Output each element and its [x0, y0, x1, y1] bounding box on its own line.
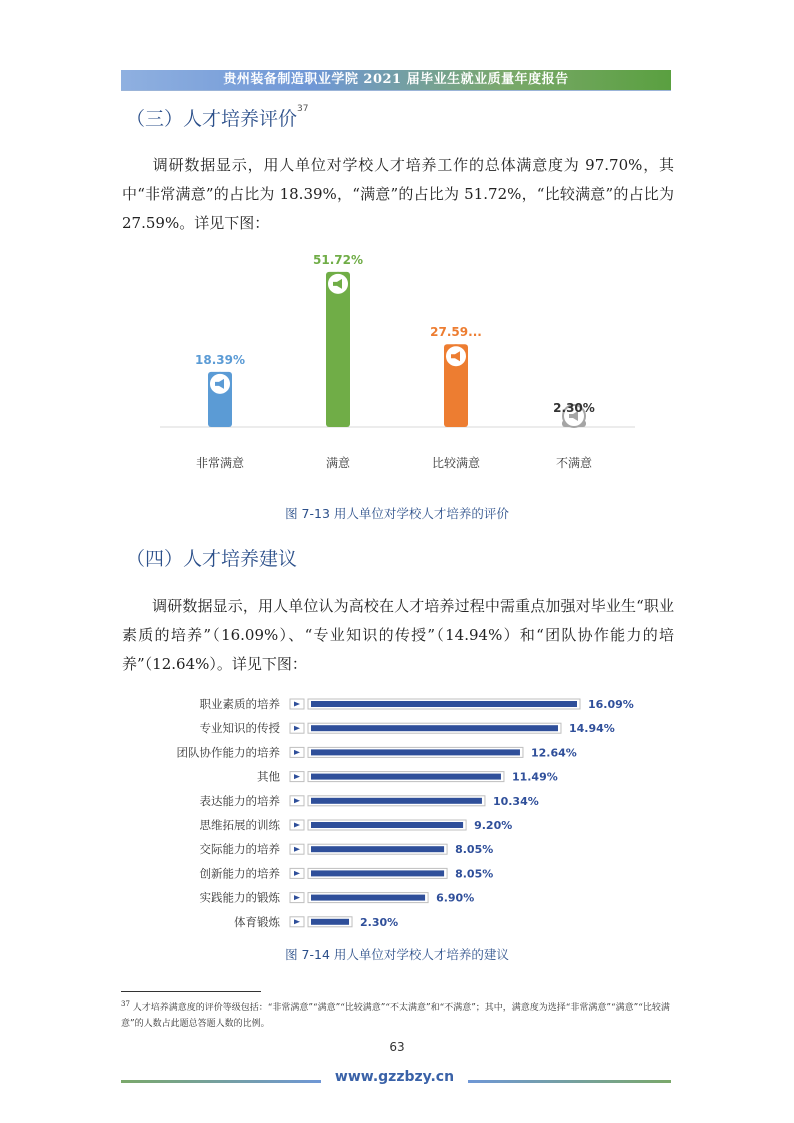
category-label-9: 体育锻炼: [234, 914, 280, 929]
bar-2: [311, 749, 520, 755]
category-label-3: 不满意: [555, 456, 593, 470]
data-label-8: 6.90%: [436, 891, 475, 905]
data-label-2: 12.64%: [530, 746, 577, 760]
header-title: 贵州装备制造职业学院 2021 届毕业生就业质量年度报告: [223, 72, 569, 87]
footer-url[interactable]: www.gzzbzy.cn: [334, 1069, 455, 1085]
suggestion-bar-chart: [160, 692, 640, 937]
data-label-0: 16.09%: [588, 698, 634, 711]
data-label-0: 18.39%: [195, 352, 245, 367]
category-label-0: 职业素质的培养: [199, 697, 280, 711]
page-number: 63: [389, 1040, 405, 1054]
section4-paragraph-text: 调研数据显示，用人单位认为高校在人才培养过程中需重点加强对毕业生“职业素质的培养”（16.09%）、“专业知识的传授”（14.94%）和“团队协作能力的培养”（12.64%）。详见下图：: [122, 597, 674, 673]
footnote-number: 37: [121, 1000, 130, 1008]
footer-rule-right: [468, 1080, 671, 1083]
section-title-3: [126, 104, 308, 131]
footnote-ref[interactable]: 37: [297, 104, 309, 114]
bar-1: [311, 725, 558, 731]
category-label-8: 实践能力的锻炼: [199, 890, 280, 905]
bar-9: [311, 919, 349, 925]
data-label-1: 14.94%: [568, 722, 615, 736]
footnote-rule: [121, 991, 261, 992]
section3-paragraph: [122, 151, 674, 238]
bar-3: [311, 774, 501, 780]
bar-0: [311, 701, 577, 707]
category-label-1: 满意: [325, 456, 351, 470]
data-label-5: 9.20%: [474, 819, 513, 832]
data-label-1: 51.72%: [313, 252, 363, 267]
data-label-2: 27.59...: [430, 325, 482, 340]
category-label-3: 其他: [257, 769, 280, 784]
data-label-9: 2.30%: [360, 915, 399, 929]
data-label-3: 2.30%: [553, 401, 595, 416]
category-label-6: 交际能力的培养: [199, 842, 280, 857]
figure-14-caption: 图 7-14 用人单位对学校人才培养的建议: [285, 947, 509, 962]
category-label-0: 非常满意: [195, 456, 245, 470]
category-label-4: 表达能力的培养: [199, 793, 280, 808]
category-label-5: 思维拓展的训练: [199, 818, 280, 832]
bar-5: [311, 822, 463, 828]
bar-6: [311, 846, 444, 852]
satisfaction-bar-chart: [160, 250, 635, 480]
category-label-2: 团队协作能力的培养: [176, 745, 280, 760]
category-label-2: 比较满意: [431, 456, 481, 470]
category-label-1: 专业知识的传授: [199, 721, 280, 736]
section4-paragraph: [122, 592, 674, 679]
section-title-3-text: （三）人才培养评价: [126, 108, 298, 130]
header-rule: [121, 90, 671, 91]
section3-paragraph-text: 调研数据显示，用人单位对学校人才培养工作的总体满意度为 97.70%，其中“非常满意”的占比为 18.39%，“满意”的占比为 51.72%，“比较满意”的占比为 27.59%。详见下图：: [122, 156, 674, 232]
data-label-4: 10.34%: [492, 794, 539, 808]
data-label-7: 8.05%: [455, 867, 494, 881]
bar-7: [311, 870, 444, 876]
footnote-text: 人才培养满意度的评价等级包括：“非常满意”“满意”“比较满意”“不太满意”和“不满意”；其中，满意度为选择“非常满意”“满意”“比较满意”的人数占此题总答题人数的比例。: [121, 1003, 670, 1029]
category-label-7: 创新能力的培养: [199, 866, 280, 881]
footnote: [121, 996, 681, 1032]
bar-8: [311, 895, 425, 901]
figure-13-caption: 图 7-13 用人单位对学校人才培养的评价: [285, 506, 509, 521]
data-label-3: 11.49%: [511, 770, 558, 784]
footer-rule-left: [121, 1080, 321, 1083]
section-title-4: （四）人才培养建议: [126, 548, 298, 570]
data-label-6: 8.05%: [455, 843, 494, 857]
bar-4: [311, 798, 482, 804]
